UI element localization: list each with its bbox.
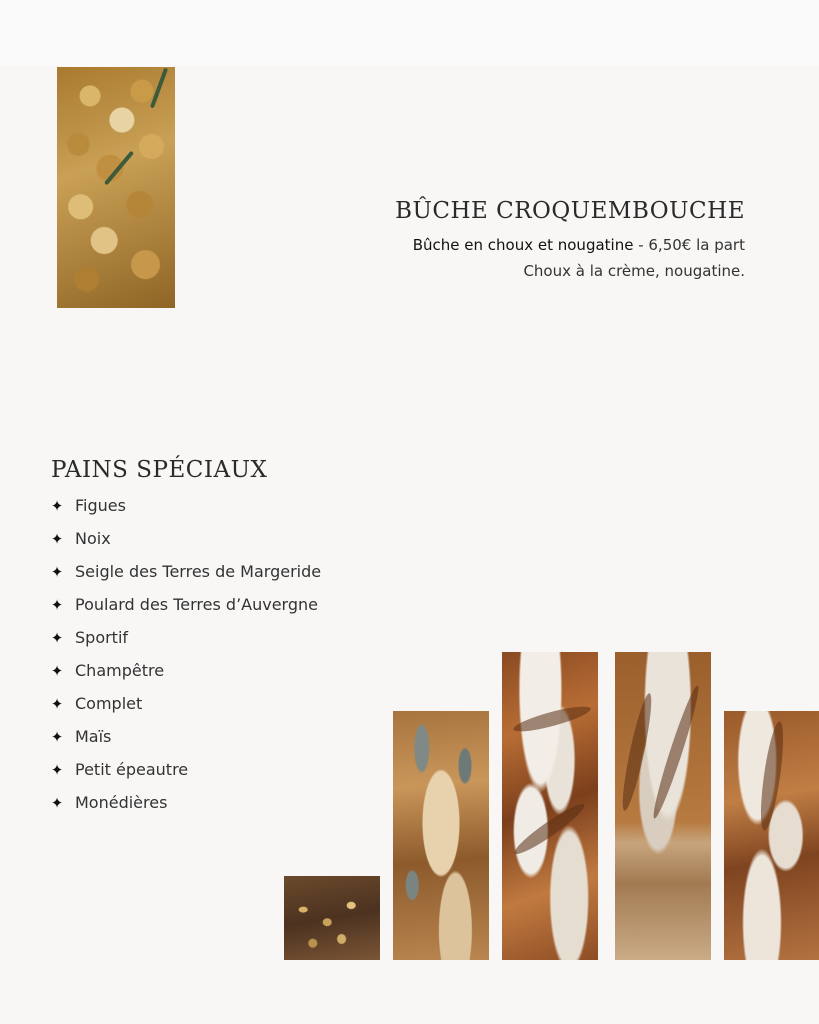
four-point-star-icon: ✦ <box>50 728 64 746</box>
four-point-star-icon: ✦ <box>50 530 64 548</box>
seeded-bread-photo <box>284 876 380 960</box>
four-point-star-icon: ✦ <box>50 761 64 779</box>
four-point-star-icon: ✦ <box>50 794 64 812</box>
list-item <box>49 693 321 726</box>
buche-title: BÛCHE CROQUEMBOUCHE <box>395 198 745 224</box>
bread-scoring <box>618 692 657 812</box>
buche-product-line <box>413 236 745 254</box>
top-band <box>0 0 819 66</box>
bread-scoring <box>756 720 787 831</box>
list-item <box>49 726 321 759</box>
list-item-label: Champêtre <box>75 661 165 680</box>
bread-photo <box>724 711 819 960</box>
list-item <box>49 660 321 693</box>
list-item-label: Poulard des Terres d’Auvergne <box>75 595 318 614</box>
four-point-star-icon: ✦ <box>50 596 64 614</box>
four-point-star-icon: ✦ <box>50 695 64 713</box>
rosemary-sprig-decoration <box>150 68 168 109</box>
list-item-label: Noix <box>75 529 111 548</box>
list-item <box>49 594 321 627</box>
buche-description: Choux à la crème, nougatine. <box>523 262 745 280</box>
list-item <box>49 528 321 561</box>
buche-product-name: Bûche en choux et nougatine <box>412 236 634 254</box>
list-item-label: Seigle des Terres de Margeride <box>75 562 322 581</box>
bread-scoring <box>511 799 589 859</box>
list-item <box>49 759 321 792</box>
list-item-label: Maïs <box>75 727 112 746</box>
four-point-star-icon: ✦ <box>50 497 64 515</box>
list-item <box>49 561 321 594</box>
bread-scoring <box>649 684 704 821</box>
four-point-star-icon: ✦ <box>50 662 64 680</box>
bread-scoring <box>512 702 593 736</box>
rosemary-sprig-decoration <box>104 151 134 186</box>
four-point-star-icon: ✦ <box>50 629 64 647</box>
list-item <box>49 627 321 660</box>
croquembouche-photo <box>57 67 175 308</box>
four-point-star-icon: ✦ <box>50 563 64 581</box>
list-item <box>49 792 321 825</box>
bread-photo <box>615 652 711 960</box>
buche-price: - 6,50€ la part <box>633 236 745 254</box>
list-item-label: Sportif <box>75 628 129 647</box>
list-item-label: Figues <box>75 496 126 515</box>
pains-list <box>49 495 321 825</box>
bread-photo <box>502 652 598 960</box>
pains-speciaux-title: PAINS SPÉCIAUX <box>51 457 268 483</box>
list-item <box>49 495 321 528</box>
list-item-label: Complet <box>75 694 143 713</box>
list-item-label: Monédières <box>75 793 168 812</box>
bread-photo <box>393 711 489 960</box>
list-item-label: Petit épeautre <box>75 760 189 779</box>
